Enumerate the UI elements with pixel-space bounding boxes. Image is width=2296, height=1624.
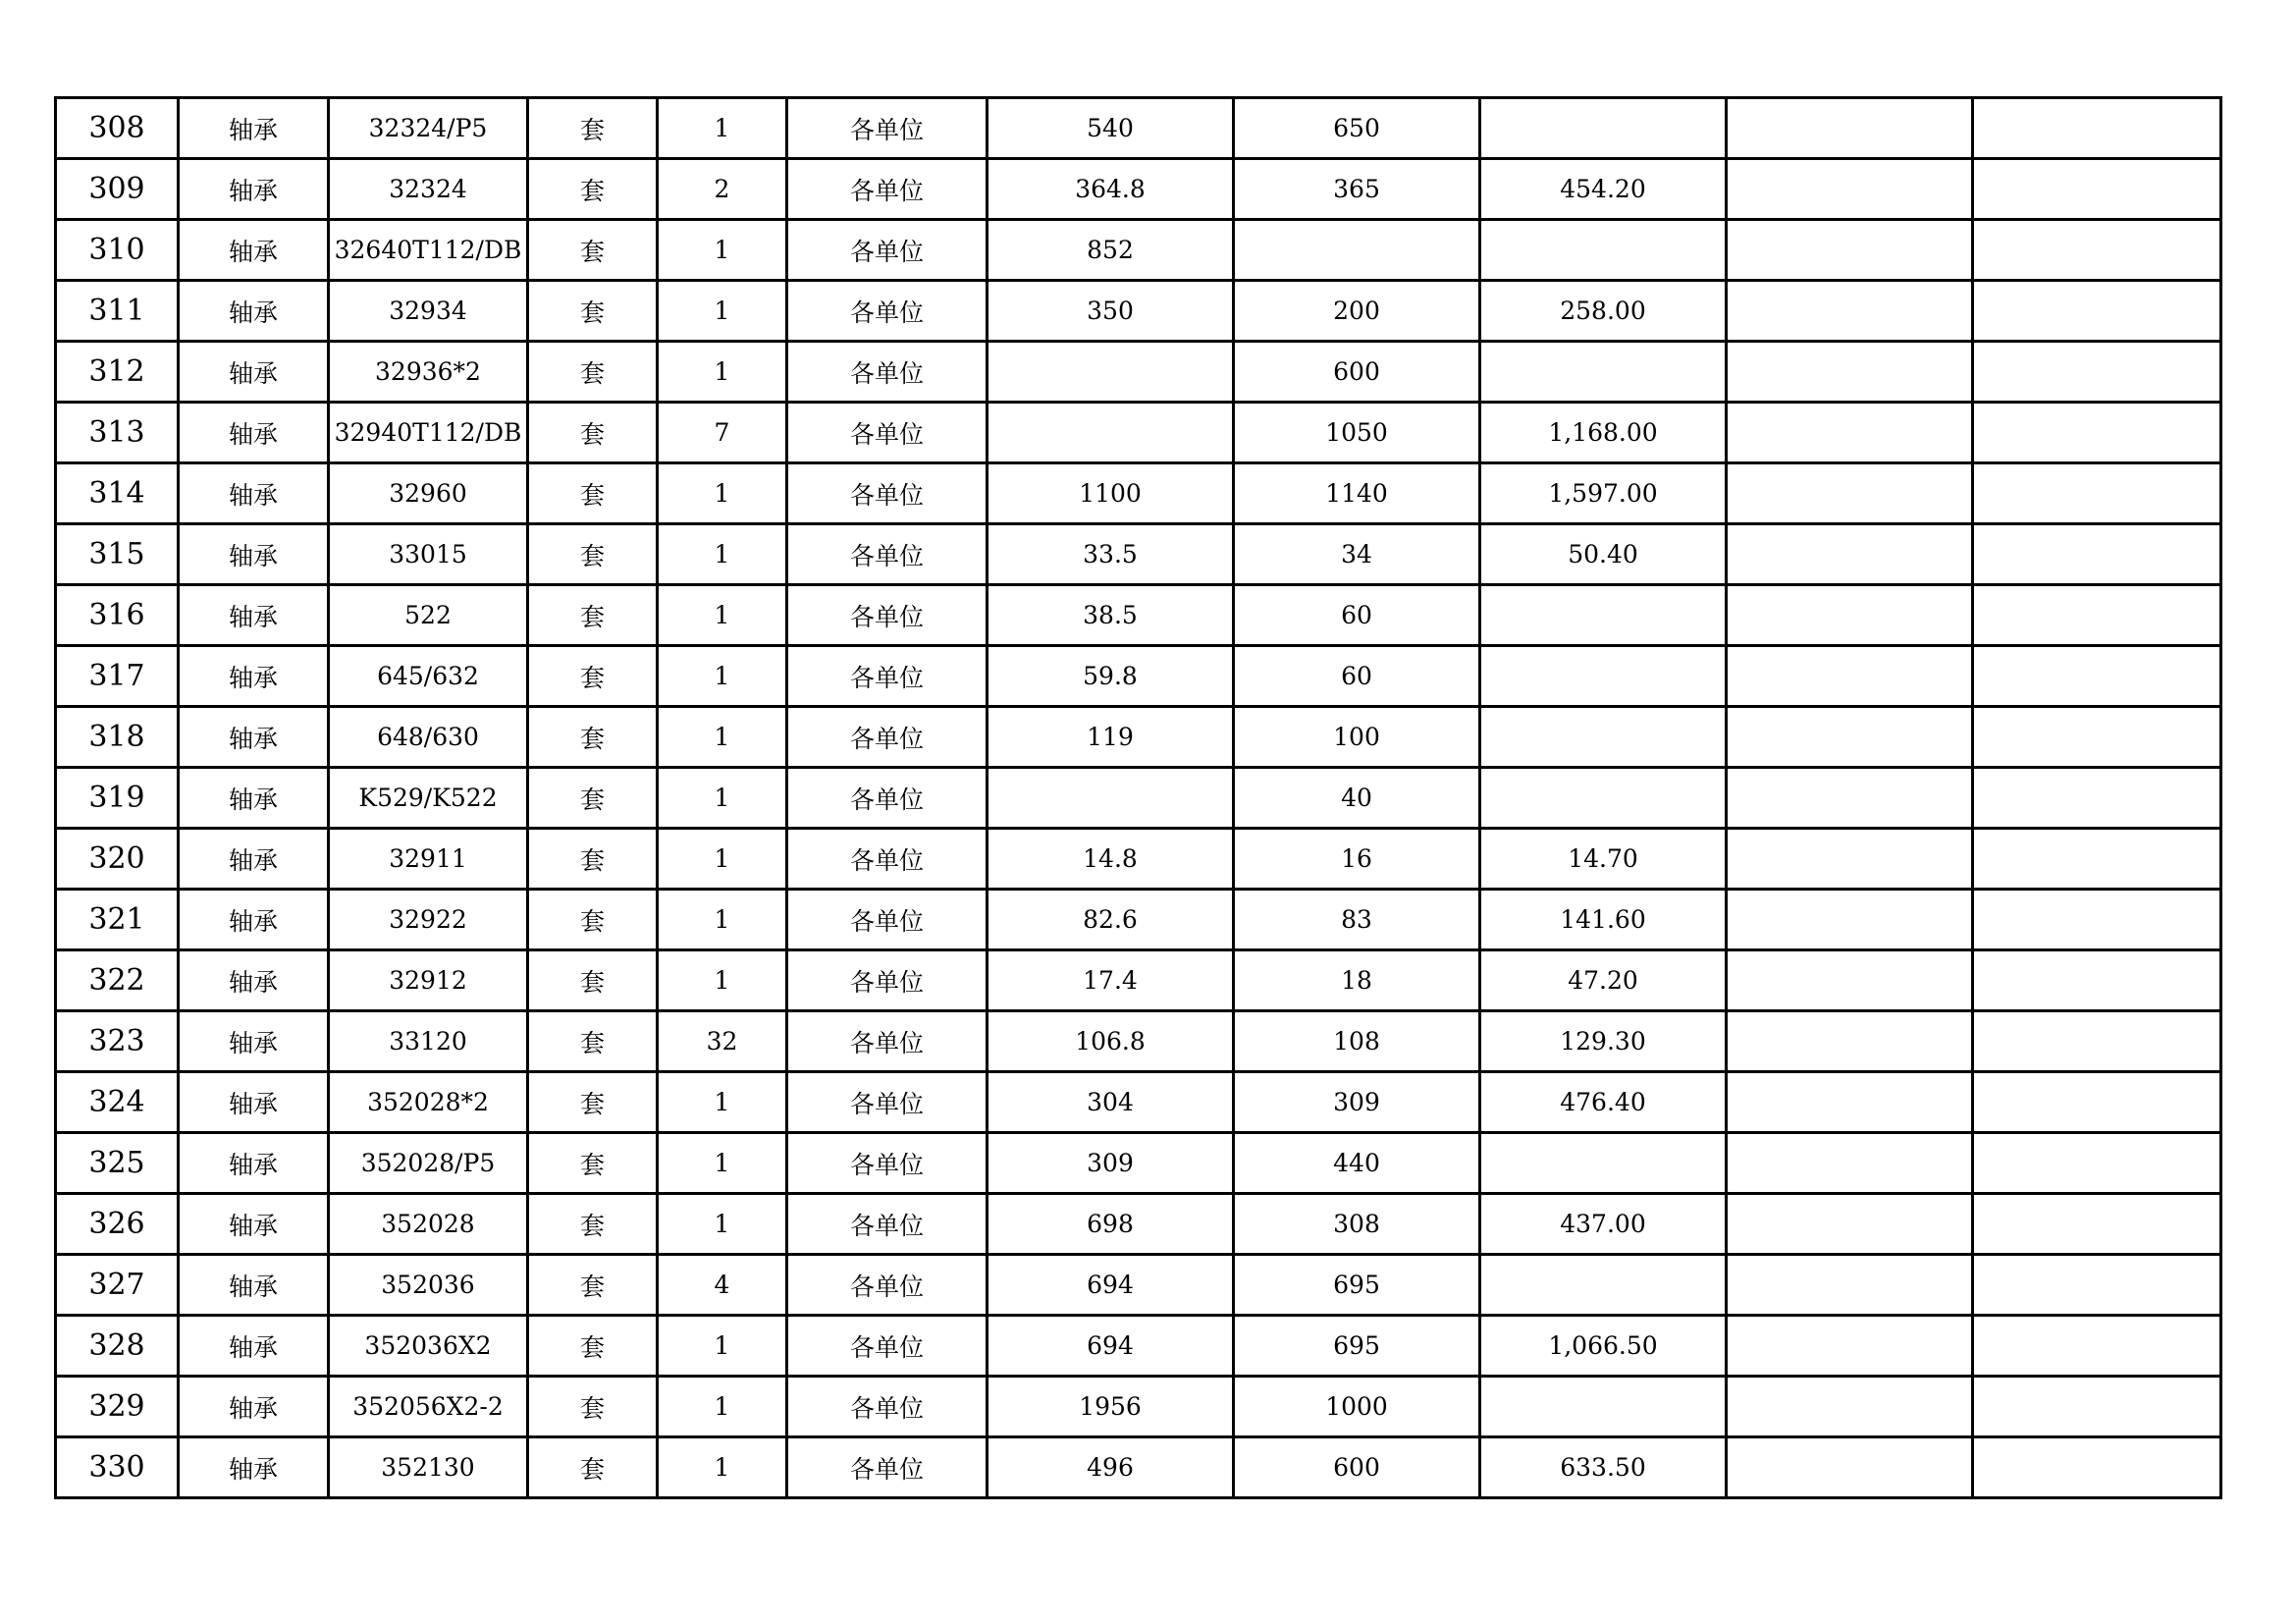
- blank-cell-11: [1973, 950, 2221, 1011]
- quantity-cell: 1: [658, 1072, 787, 1133]
- quantity-cell: 32: [658, 1011, 787, 1072]
- price-1-cell: [988, 768, 1234, 829]
- price-1-cell: 17.4: [988, 950, 1234, 1011]
- price-3-cell: [1480, 342, 1727, 403]
- blank-cell-11: [1973, 829, 2221, 890]
- price-1-cell: 304: [988, 1072, 1234, 1133]
- table-row: [56, 585, 2221, 646]
- table-row: [56, 829, 2221, 890]
- quantity-cell: 1: [658, 890, 787, 950]
- price-2-cell: 1050: [1234, 403, 1480, 463]
- price-1-cell: 1956: [988, 1377, 1234, 1437]
- price-3-cell: 47.20: [1480, 950, 1727, 1011]
- blank-cell-10: [1727, 403, 1973, 463]
- blank-cell-10: [1727, 342, 1973, 403]
- unit-cell: 套: [528, 585, 658, 646]
- price-2-cell: 83: [1234, 890, 1480, 950]
- unit-cell: 套: [528, 1316, 658, 1377]
- table-row: [56, 403, 2221, 463]
- blank-cell-11: [1973, 1133, 2221, 1194]
- price-3-cell: 14.70: [1480, 829, 1727, 890]
- row-number-cell: 309: [56, 159, 179, 220]
- price-1-cell: 309: [988, 1133, 1234, 1194]
- item-name-cell: 轴承: [179, 585, 329, 646]
- model-cell: 645/632: [329, 646, 528, 707]
- row-number-cell: 317: [56, 646, 179, 707]
- price-1-cell: 106.8: [988, 1011, 1234, 1072]
- blank-cell-11: [1973, 646, 2221, 707]
- table-body: [56, 98, 2221, 1498]
- blank-cell-11: [1973, 281, 2221, 342]
- price-1-cell: 694: [988, 1255, 1234, 1316]
- item-name-cell: 轴承: [179, 829, 329, 890]
- item-name-cell: 轴承: [179, 1255, 329, 1316]
- item-name-cell: 轴承: [179, 950, 329, 1011]
- blank-cell-10: [1727, 1255, 1973, 1316]
- department-cell: 各单位: [787, 159, 988, 220]
- item-name-cell: 轴承: [179, 159, 329, 220]
- item-name-cell: 轴承: [179, 281, 329, 342]
- quantity-cell: 2: [658, 159, 787, 220]
- model-cell: 32324/P5: [329, 98, 528, 159]
- price-1-cell: [988, 403, 1234, 463]
- department-cell: 各单位: [787, 768, 988, 829]
- price-3-cell: 476.40: [1480, 1072, 1727, 1133]
- price-2-cell: [1234, 220, 1480, 281]
- table-row: [56, 159, 2221, 220]
- blank-cell-10: [1727, 890, 1973, 950]
- row-number-cell: 327: [56, 1255, 179, 1316]
- unit-cell: 套: [528, 403, 658, 463]
- row-number-cell: 316: [56, 585, 179, 646]
- unit-cell: 套: [528, 463, 658, 524]
- price-1-cell: 1100: [988, 463, 1234, 524]
- table-row: [56, 1011, 2221, 1072]
- price-2-cell: 40: [1234, 768, 1480, 829]
- price-2-cell: 365: [1234, 159, 1480, 220]
- unit-cell: 套: [528, 1255, 658, 1316]
- blank-cell-11: [1973, 220, 2221, 281]
- blank-cell-11: [1973, 524, 2221, 585]
- model-cell: 32936*2: [329, 342, 528, 403]
- department-cell: 各单位: [787, 646, 988, 707]
- row-number-cell: 312: [56, 342, 179, 403]
- blank-cell-10: [1727, 98, 1973, 159]
- row-number-cell: 329: [56, 1377, 179, 1437]
- table-row: [56, 463, 2221, 524]
- model-cell: 32940T112/DB: [329, 403, 528, 463]
- department-cell: 各单位: [787, 220, 988, 281]
- item-name-cell: 轴承: [179, 1011, 329, 1072]
- item-name-cell: 轴承: [179, 707, 329, 768]
- price-3-cell: [1480, 768, 1727, 829]
- row-number-cell: 322: [56, 950, 179, 1011]
- quantity-cell: 1: [658, 98, 787, 159]
- item-name-cell: 轴承: [179, 646, 329, 707]
- row-number-cell: 320: [56, 829, 179, 890]
- department-cell: 各单位: [787, 829, 988, 890]
- blank-cell-10: [1727, 1437, 1973, 1498]
- quantity-cell: 1: [658, 220, 787, 281]
- department-cell: 各单位: [787, 524, 988, 585]
- table-row: [56, 524, 2221, 585]
- model-cell: 32960: [329, 463, 528, 524]
- price-2-cell: 60: [1234, 585, 1480, 646]
- blank-cell-11: [1973, 342, 2221, 403]
- blank-cell-11: [1973, 1255, 2221, 1316]
- price-3-cell: 454.20: [1480, 159, 1727, 220]
- row-number-cell: 310: [56, 220, 179, 281]
- price-1-cell: 350: [988, 281, 1234, 342]
- blank-cell-10: [1727, 281, 1973, 342]
- price-1-cell: 694: [988, 1316, 1234, 1377]
- price-1-cell: 496: [988, 1437, 1234, 1498]
- row-number-cell: 318: [56, 707, 179, 768]
- item-name-cell: 轴承: [179, 1377, 329, 1437]
- unit-cell: 套: [528, 1437, 658, 1498]
- price-3-cell: [1480, 1133, 1727, 1194]
- price-1-cell: 119: [988, 707, 1234, 768]
- unit-cell: 套: [528, 159, 658, 220]
- department-cell: 各单位: [787, 463, 988, 524]
- item-name-cell: 轴承: [179, 98, 329, 159]
- blank-cell-11: [1973, 585, 2221, 646]
- model-cell: 32922: [329, 890, 528, 950]
- quantity-cell: 1: [658, 950, 787, 1011]
- blank-cell-10: [1727, 829, 1973, 890]
- blank-cell-10: [1727, 1072, 1973, 1133]
- department-cell: 各单位: [787, 1194, 988, 1255]
- unit-cell: 套: [528, 768, 658, 829]
- table-row: [56, 342, 2221, 403]
- price-2-cell: 308: [1234, 1194, 1480, 1255]
- table-row: [56, 98, 2221, 159]
- price-3-cell: [1480, 220, 1727, 281]
- item-name-cell: 轴承: [179, 220, 329, 281]
- price-2-cell: 309: [1234, 1072, 1480, 1133]
- price-3-cell: [1480, 707, 1727, 768]
- price-1-cell: 14.8: [988, 829, 1234, 890]
- price-3-cell: 633.50: [1480, 1437, 1727, 1498]
- blank-cell-11: [1973, 707, 2221, 768]
- blank-cell-10: [1727, 768, 1973, 829]
- blank-cell-10: [1727, 159, 1973, 220]
- price-2-cell: 695: [1234, 1255, 1480, 1316]
- price-1-cell: 82.6: [988, 890, 1234, 950]
- price-1-cell: 364.8: [988, 159, 1234, 220]
- table-row: [56, 646, 2221, 707]
- quantity-cell: 1: [658, 524, 787, 585]
- model-cell: 352130: [329, 1437, 528, 1498]
- unit-cell: 套: [528, 220, 658, 281]
- price-2-cell: 600: [1234, 342, 1480, 403]
- blank-cell-11: [1973, 159, 2221, 220]
- unit-cell: 套: [528, 1011, 658, 1072]
- model-cell: 32640T112/DB: [329, 220, 528, 281]
- table-row: [56, 281, 2221, 342]
- price-2-cell: 34: [1234, 524, 1480, 585]
- unit-cell: 套: [528, 1377, 658, 1437]
- table-row: [56, 1194, 2221, 1255]
- model-cell: 33015: [329, 524, 528, 585]
- price-1-cell: 38.5: [988, 585, 1234, 646]
- department-cell: 各单位: [787, 1133, 988, 1194]
- table-row: [56, 950, 2221, 1011]
- blank-cell-10: [1727, 646, 1973, 707]
- price-2-cell: 600: [1234, 1437, 1480, 1498]
- department-cell: 各单位: [787, 950, 988, 1011]
- price-2-cell: 108: [1234, 1011, 1480, 1072]
- item-name-cell: 轴承: [179, 342, 329, 403]
- table-row: [56, 1316, 2221, 1377]
- table-row: [56, 1437, 2221, 1498]
- price-3-cell: 258.00: [1480, 281, 1727, 342]
- row-number-cell: 314: [56, 463, 179, 524]
- quantity-cell: 1: [658, 463, 787, 524]
- price-1-cell: 698: [988, 1194, 1234, 1255]
- quantity-cell: 1: [658, 646, 787, 707]
- unit-cell: 套: [528, 98, 658, 159]
- blank-cell-10: [1727, 1377, 1973, 1437]
- unit-cell: 套: [528, 524, 658, 585]
- price-2-cell: 1000: [1234, 1377, 1480, 1437]
- unit-cell: 套: [528, 1072, 658, 1133]
- department-cell: 各单位: [787, 342, 988, 403]
- quantity-cell: 1: [658, 829, 787, 890]
- unit-cell: 套: [528, 1133, 658, 1194]
- price-3-cell: 1,597.00: [1480, 463, 1727, 524]
- table-row: [56, 890, 2221, 950]
- table-row: [56, 1133, 2221, 1194]
- blank-cell-10: [1727, 1316, 1973, 1377]
- price-3-cell: 1,168.00: [1480, 403, 1727, 463]
- blank-cell-10: [1727, 1011, 1973, 1072]
- blank-cell-11: [1973, 403, 2221, 463]
- table-row: [56, 768, 2221, 829]
- unit-cell: 套: [528, 1194, 658, 1255]
- blank-cell-11: [1973, 1437, 2221, 1498]
- unit-cell: 套: [528, 890, 658, 950]
- quantity-cell: 1: [658, 1194, 787, 1255]
- department-cell: 各单位: [787, 1011, 988, 1072]
- unit-cell: 套: [528, 342, 658, 403]
- row-number-cell: 313: [56, 403, 179, 463]
- model-cell: 352036X2: [329, 1316, 528, 1377]
- quantity-cell: 1: [658, 342, 787, 403]
- price-3-cell: [1480, 1255, 1727, 1316]
- model-cell: 32912: [329, 950, 528, 1011]
- blank-cell-10: [1727, 1133, 1973, 1194]
- price-table-sheet: [54, 96, 2219, 1499]
- quantity-cell: 1: [658, 1133, 787, 1194]
- item-name-cell: 轴承: [179, 463, 329, 524]
- price-2-cell: 440: [1234, 1133, 1480, 1194]
- row-number-cell: 325: [56, 1133, 179, 1194]
- unit-cell: 套: [528, 707, 658, 768]
- quantity-cell: 1: [658, 585, 787, 646]
- item-name-cell: 轴承: [179, 768, 329, 829]
- price-table: [54, 96, 2222, 1499]
- price-2-cell: 200: [1234, 281, 1480, 342]
- quantity-cell: 4: [658, 1255, 787, 1316]
- item-name-cell: 轴承: [179, 403, 329, 463]
- price-3-cell: 437.00: [1480, 1194, 1727, 1255]
- price-2-cell: 1140: [1234, 463, 1480, 524]
- price-2-cell: 60: [1234, 646, 1480, 707]
- department-cell: 各单位: [787, 1255, 988, 1316]
- blank-cell-11: [1973, 1072, 2221, 1133]
- row-number-cell: 315: [56, 524, 179, 585]
- price-2-cell: 18: [1234, 950, 1480, 1011]
- table-row: [56, 220, 2221, 281]
- department-cell: 各单位: [787, 1316, 988, 1377]
- item-name-cell: 轴承: [179, 890, 329, 950]
- quantity-cell: 1: [658, 768, 787, 829]
- blank-cell-10: [1727, 220, 1973, 281]
- model-cell: 352028/P5: [329, 1133, 528, 1194]
- price-3-cell: [1480, 646, 1727, 707]
- row-number-cell: 311: [56, 281, 179, 342]
- price-2-cell: 695: [1234, 1316, 1480, 1377]
- price-3-cell: [1480, 585, 1727, 646]
- model-cell: 522: [329, 585, 528, 646]
- model-cell: 32324: [329, 159, 528, 220]
- price-3-cell: 1,066.50: [1480, 1316, 1727, 1377]
- department-cell: 各单位: [787, 1072, 988, 1133]
- item-name-cell: 轴承: [179, 1194, 329, 1255]
- row-number-cell: 319: [56, 768, 179, 829]
- price-3-cell: 141.60: [1480, 890, 1727, 950]
- blank-cell-11: [1973, 1316, 2221, 1377]
- model-cell: 352036: [329, 1255, 528, 1316]
- table-row: [56, 1072, 2221, 1133]
- blank-cell-10: [1727, 950, 1973, 1011]
- unit-cell: 套: [528, 281, 658, 342]
- department-cell: 各单位: [787, 585, 988, 646]
- department-cell: 各单位: [787, 403, 988, 463]
- blank-cell-10: [1727, 1194, 1973, 1255]
- row-number-cell: 326: [56, 1194, 179, 1255]
- unit-cell: 套: [528, 829, 658, 890]
- quantity-cell: 1: [658, 707, 787, 768]
- unit-cell: 套: [528, 646, 658, 707]
- price-1-cell: 59.8: [988, 646, 1234, 707]
- model-cell: K529/K522: [329, 768, 528, 829]
- model-cell: 352056X2-2: [329, 1377, 528, 1437]
- department-cell: 各单位: [787, 1377, 988, 1437]
- blank-cell-11: [1973, 98, 2221, 159]
- unit-cell: 套: [528, 950, 658, 1011]
- price-1-cell: [988, 342, 1234, 403]
- row-number-cell: 321: [56, 890, 179, 950]
- department-cell: 各单位: [787, 281, 988, 342]
- blank-cell-11: [1973, 890, 2221, 950]
- item-name-cell: 轴承: [179, 524, 329, 585]
- row-number-cell: 324: [56, 1072, 179, 1133]
- row-number-cell: 308: [56, 98, 179, 159]
- item-name-cell: 轴承: [179, 1437, 329, 1498]
- item-name-cell: 轴承: [179, 1316, 329, 1377]
- price-1-cell: 852: [988, 220, 1234, 281]
- blank-cell-11: [1973, 1194, 2221, 1255]
- price-3-cell: 129.30: [1480, 1011, 1727, 1072]
- price-1-cell: 540: [988, 98, 1234, 159]
- table-row: [56, 1377, 2221, 1437]
- row-number-cell: 328: [56, 1316, 179, 1377]
- price-3-cell: 50.40: [1480, 524, 1727, 585]
- price-2-cell: 100: [1234, 707, 1480, 768]
- model-cell: 32911: [329, 829, 528, 890]
- model-cell: 648/630: [329, 707, 528, 768]
- quantity-cell: 1: [658, 1437, 787, 1498]
- blank-cell-11: [1973, 768, 2221, 829]
- row-number-cell: 323: [56, 1011, 179, 1072]
- price-3-cell: [1480, 1377, 1727, 1437]
- blank-cell-11: [1973, 1011, 2221, 1072]
- blank-cell-10: [1727, 585, 1973, 646]
- model-cell: 352028*2: [329, 1072, 528, 1133]
- model-cell: 32934: [329, 281, 528, 342]
- item-name-cell: 轴承: [179, 1133, 329, 1194]
- department-cell: 各单位: [787, 1437, 988, 1498]
- quantity-cell: 7: [658, 403, 787, 463]
- table-row: [56, 707, 2221, 768]
- price-3-cell: [1480, 98, 1727, 159]
- model-cell: 352028: [329, 1194, 528, 1255]
- table-row: [56, 1255, 2221, 1316]
- price-2-cell: 16: [1234, 829, 1480, 890]
- quantity-cell: 1: [658, 1316, 787, 1377]
- department-cell: 各单位: [787, 890, 988, 950]
- blank-cell-11: [1973, 1377, 2221, 1437]
- department-cell: 各单位: [787, 98, 988, 159]
- department-cell: 各单位: [787, 707, 988, 768]
- row-number-cell: 330: [56, 1437, 179, 1498]
- blank-cell-10: [1727, 524, 1973, 585]
- quantity-cell: 1: [658, 1377, 787, 1437]
- price-2-cell: 650: [1234, 98, 1480, 159]
- price-1-cell: 33.5: [988, 524, 1234, 585]
- item-name-cell: 轴承: [179, 1072, 329, 1133]
- quantity-cell: 1: [658, 281, 787, 342]
- blank-cell-10: [1727, 707, 1973, 768]
- blank-cell-11: [1973, 463, 2221, 524]
- model-cell: 33120: [329, 1011, 528, 1072]
- blank-cell-10: [1727, 463, 1973, 524]
